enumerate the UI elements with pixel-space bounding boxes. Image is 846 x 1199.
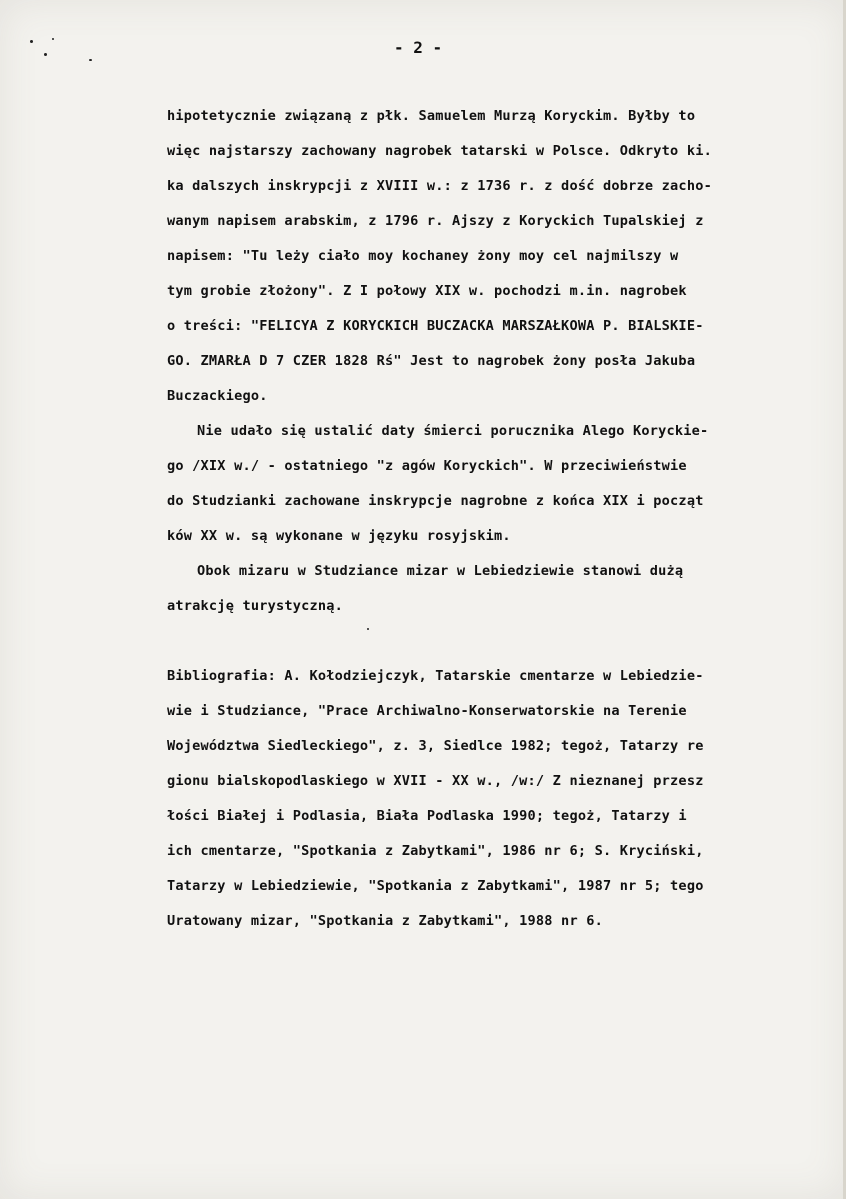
bibliography-line: ich cmentarze, "Spotkania z Zabytkami", 1986 nr 6; S. Kryciński, [167,843,704,859]
body-line: atrakcję turystyczną. [167,598,344,614]
body-line: Buczackiego. [167,388,268,404]
body-line: więc najstarszy zachowany nagrobek tatarski w Polsce. Odkryto ki. [167,143,712,159]
bibliography-line: wie i Studziance, "Prace Archiwalno-Konserwatorskie na Terenie [167,703,687,719]
body-line: hipotetycznie związaną z płk. Samuelem Murzą Koryckim. Byłby to [167,108,696,124]
body-line: wanym napisem arabskim, z 1796 r. Ajszy z Koryckich Tupalskiej z [167,213,704,229]
body-line: tym grobie złożony". Z I połowy XIX w. pochodzi m.in. nagrobek [167,283,687,299]
body-line: GO. ZMARŁA D 7 CZER 1828 Rś" Jest to nagrobek żony posła Jakuba [167,353,696,369]
body-line: go /XIX w./ - ostatniego "z agów Koryckich". W przeciwieństwie [167,458,687,474]
bibliography-line: Uratowany mizar, "Spotkania z Zabytkami", 1988 nr 6. [167,913,603,929]
bibliography-line: Tatarzy w Lebiedziewie, "Spotkania z Zabytkami", 1987 nr 5; tego [167,878,704,894]
bibliography-line: łości Białej i Podlasia, Biała Podlaska 1990; tegoż, Tatarzy i [167,808,687,824]
bibliography-line: gionu bialskopodlaskiego w XVII - XX w., /w:/ Z nieznanej przesz [167,773,704,789]
body-line: napisem: "Tu leży ciało moy kochaney żony moy cel najmilszy w [167,248,679,264]
body-line: Nie udało się ustalić daty śmierci porucznika Alego Koryckie- [197,423,709,439]
body-line: ków XX w. są wykonane w języku rosyjskim. [167,528,511,544]
body-line: do Studzianki zachowane inskrypcje nagrobne z końca XIX i począt [167,493,704,509]
body-line: ka dalszych inskrypcji z XVIII w.: z 1736 r. z dość dobrze zacho- [167,178,712,194]
bibliography-line: Bibliografia: A. Kołodziejczyk, Tatarskie cmentarze w Lebiedzie- [167,668,704,684]
page-number: - 2 - [394,38,443,57]
body-line: Obok mizaru w Studziance mizar w Lebiedziewie stanowi dużą [197,563,684,579]
bibliography-line: Województwa Siedleckiego", z. 3, Siedlce 1982; tegoż, Tatarzy re [167,738,704,754]
body-line: o treści: "FELICYA Z KORYCKICH BUCZACKA MARSZAŁKOWA P. BIALSKIE- [167,318,704,334]
